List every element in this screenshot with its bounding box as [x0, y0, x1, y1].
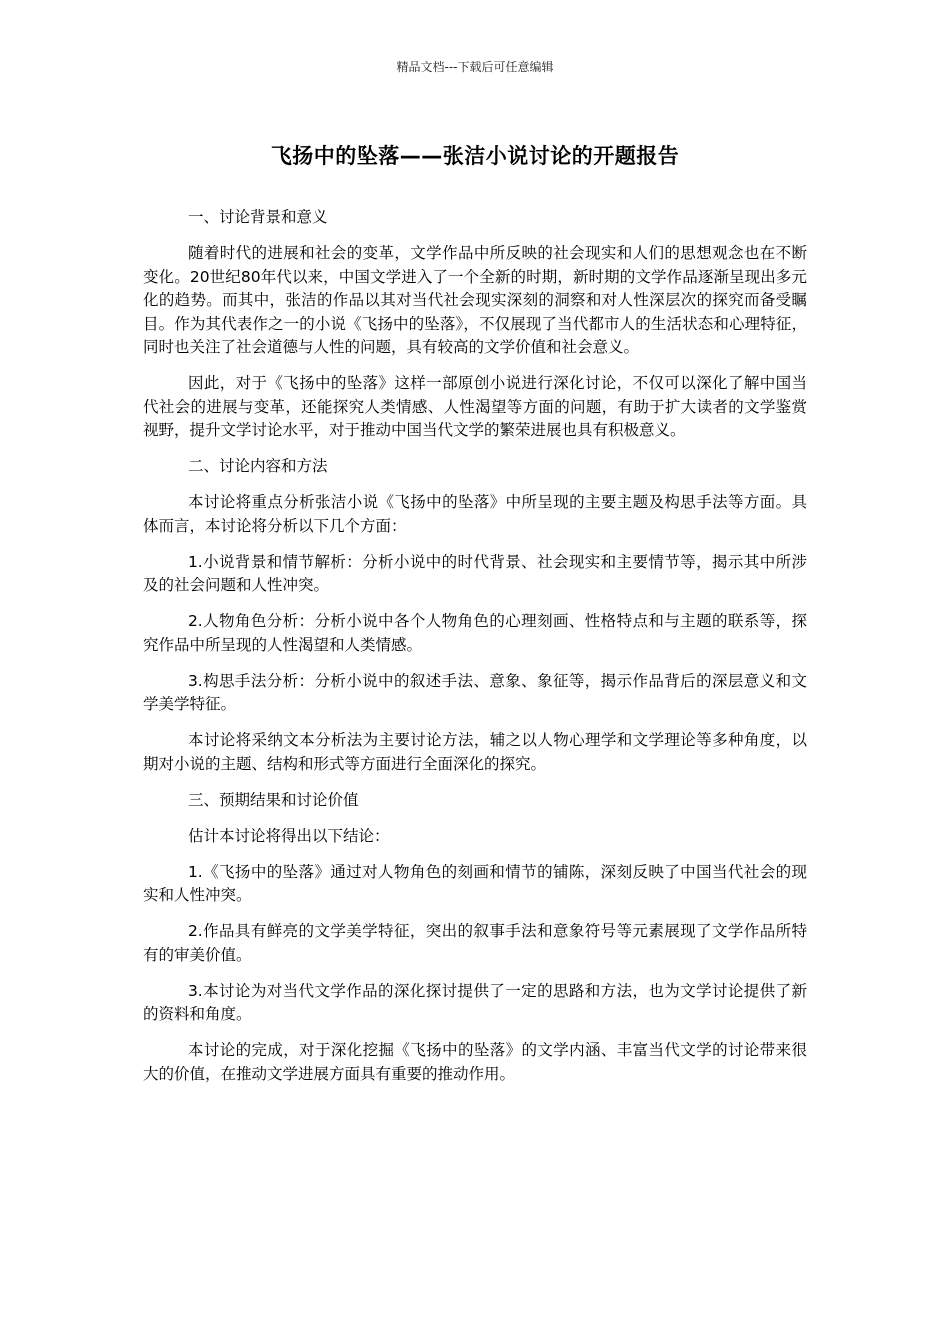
document-body [143, 206, 807, 1099]
list-item: 1.小说背景和情节解析：分析小说中的时代背景、社会现实和主要情节等，揭示其中所涉及的社会问题和人性冲突。 [143, 552, 807, 594]
paragraph: 本讨论的完成，对于深化挖掘《飞扬中的坠落》的文学内涵、丰富当代文学的讨论带来很大的价值，在推动文学进展方面具有重要的推动作用。 [143, 1041, 807, 1083]
paragraph: 随着时代的进展和社会的变革，文学作品中所反映的社会现实和人们的思想观念也在不断变化。20世纪80年代以来，中国文学进入了一个全新的时期，新时期的文学作品逐渐呈现出多元化的趋势。而其中，张洁的作品以其对当代社会现实深刻的洞察和对人性深层次的探究而备受瞩目。作为其代表作之一的小说《飞扬中的坠落》，不仅展现了当代都市人的生活状态和心理特征，同时也关注了社会道德与人性的问题，具有较高的文学价值和社会意义。 [143, 244, 807, 356]
paragraph: 因此，对于《飞扬中的坠落》这样一部原创小说进行深化讨论，不仅可以深化了解中国当代社会的进展与变革，还能探究人类情感、人性渴望等方面的问题，有助于扩大读者的文学鉴赏视野，提升文学讨论水平，对于推动中国当代文学的繁荣进展也具有积极意义。 [143, 374, 807, 439]
paragraph: 估计本讨论将得出以下结论： [187, 826, 390, 845]
list-item: 2.人物角色分析：分析小说中各个人物角色的心理刻画、性格特点和与主题的联系等，探究作品中所呈现的人性渴望和人类情感。 [143, 612, 807, 654]
list-item: 1.《飞扬中的坠落》通过对人物角色的刻画和情节的铺陈，深刻反映了中国当代社会的现实和人性冲突。 [143, 862, 807, 904]
list-item: 3.本讨论为对当代文学作品的深化探讨提供了一定的思路和方法，也为文学讨论提供了新的资料和角度。 [143, 981, 807, 1023]
section-heading-background: 一、讨论背景和意义 [187, 208, 328, 226]
page-header-note: 精品文档---下载后可任意编辑 [396, 60, 554, 74]
list-item: 3.构思手法分析：分析小说中的叙述手法、意象、象征等，揭示作品背后的深层意义和文学美学特征。 [143, 671, 807, 713]
list-item: 2.作品具有鲜亮的文学美学特征，突出的叙事手法和意象符号等元素展现了文学作品所特有的审美价值。 [143, 922, 807, 964]
document-title: 飞扬中的坠落——张洁小说讨论的开题报告 [270, 144, 680, 168]
paragraph: 本讨论将重点分析张洁小说《飞扬中的坠落》中所呈现的主要主题及构思手法等方面。具体而言，本讨论将分析以下几个方面： [143, 493, 807, 535]
section-heading-results: 三、预期结果和讨论价值 [187, 790, 359, 809]
section-heading-content-method: 二、讨论内容和方法 [187, 457, 328, 475]
paragraph: 本讨论将采纳文本分析法为主要讨论方法，辅之以人物心理学和文学理论等多种角度，以期对小说的主题、结构和形式等方面进行全面深化的探究。 [143, 731, 807, 773]
